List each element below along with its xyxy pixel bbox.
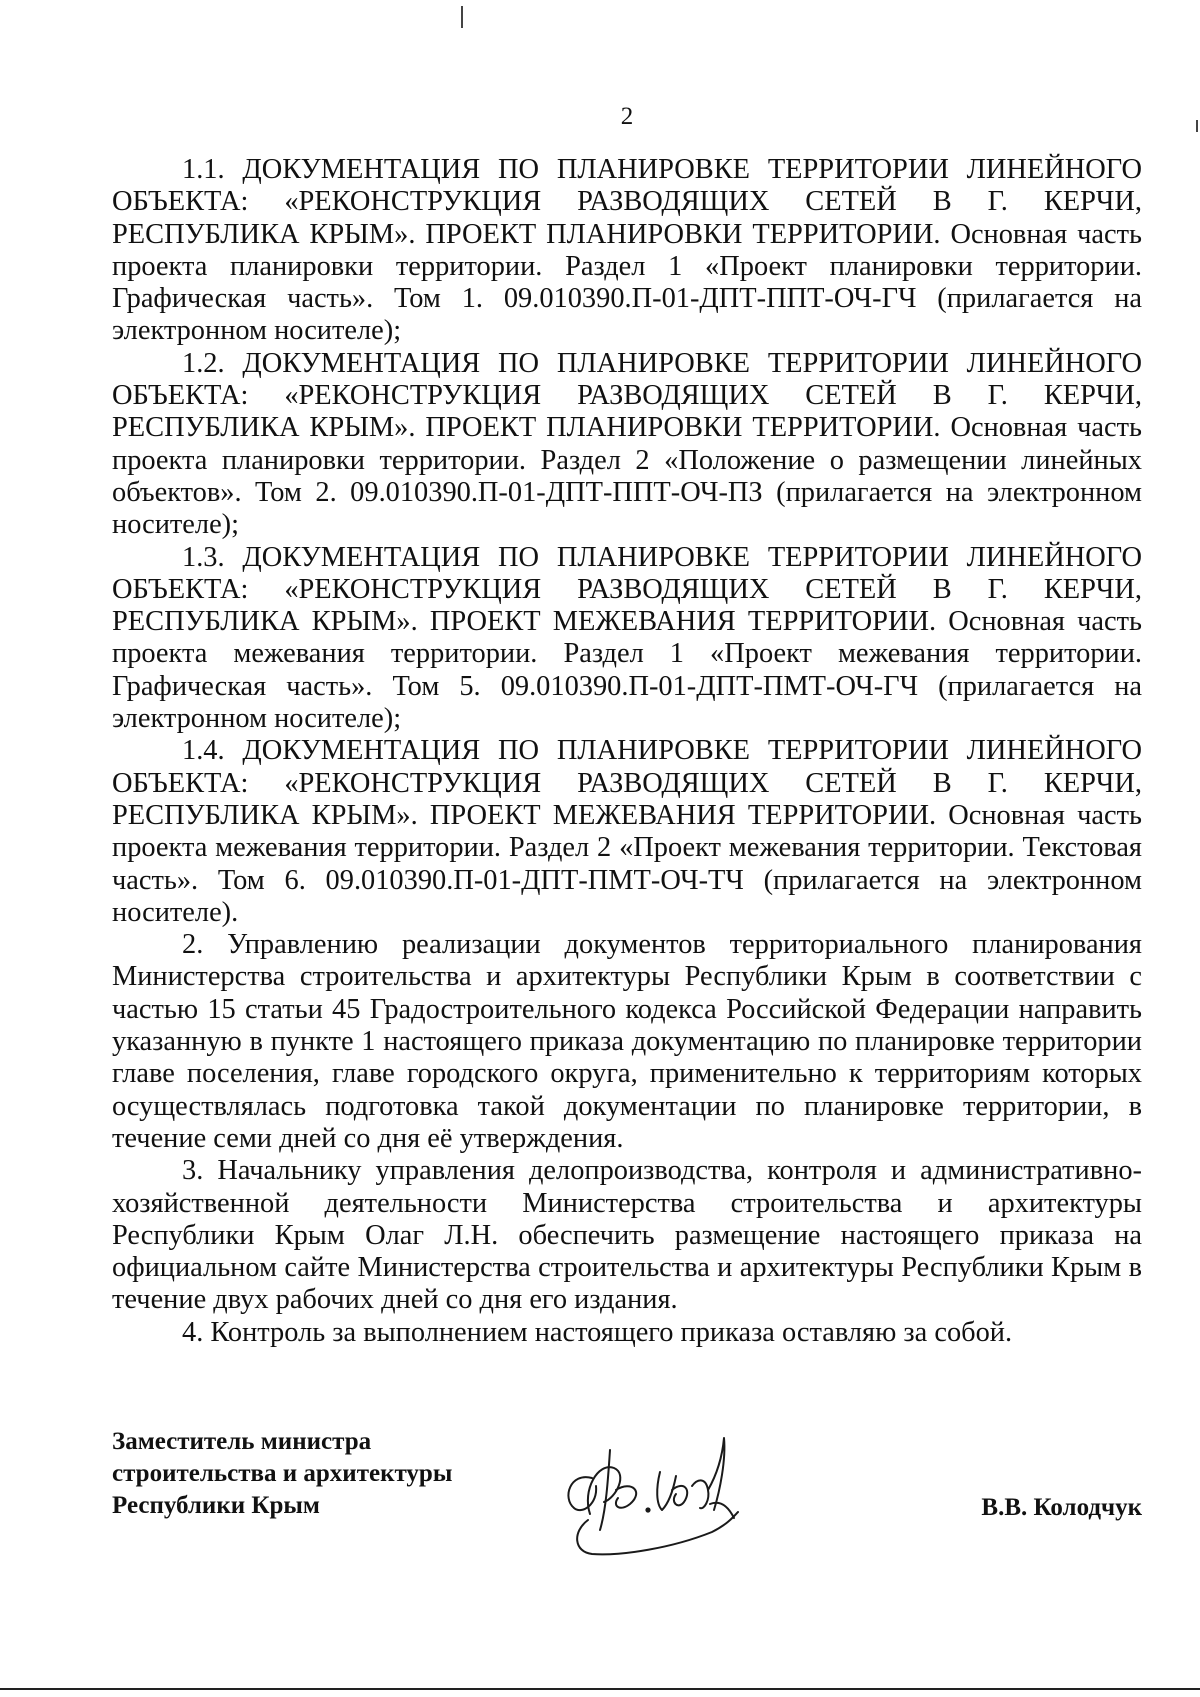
signature-block: [112, 1426, 1142, 1576]
paragraph-4: 4. Контроль за выполнением настоящего приказа оставляю за собой.: [182, 1316, 1013, 1348]
paragraph-2: 2. Управлению реализации документов территориального планирования Министерства строительства и архитектуры Республики Крым в соответствии с частью 15 статьи 45 Градостроительного кодекса Российской Федерации направить указанную в пункте 1 настоящего приказа документацию по планировке территории главе поселения, главе городского округа, применительно к территориям которых осуществлялась подготовка такой документации по планировке территории, в течение семи дней со дня её утверждения.: [112, 929, 1142, 1154]
scan-artifact-top: [461, 6, 463, 28]
signer-position-line: Заместитель министра: [112, 1428, 372, 1455]
handwritten-signature: [552, 1420, 752, 1570]
paragraph-1-2: 1.2. ДОКУМЕНТАЦИЯ ПО ПЛАНИРОВКЕ ТЕРРИТОРИИ ЛИНЕЙНОГО ОБЪЕКТА: «РЕКОНСТРУКЦИЯ РАЗВОДЯЩИХ СЕТЕЙ В Г. КЕРЧИ, РЕСПУБЛИКА КРЫМ». ПРОЕКТ ПЛАНИРОВКИ ТЕРРИТОРИИ. Основная часть проекта планировки территории. Раздел 2 «Положение о размещении линейных объектов». Том 2. 09.010390.П-01-ДПТ-ППТ-ОЧ-ПЗ (прилагается на электронном носителе);: [112, 347, 1142, 541]
paragraph-1-3: 1.3. ДОКУМЕНТАЦИЯ ПО ПЛАНИРОВКЕ ТЕРРИТОРИИ ЛИНЕЙНОГО ОБЪЕКТА: «РЕКОНСТРУКЦИЯ РАЗВОДЯЩИХ СЕТЕЙ В Г. КЕРЧИ, РЕСПУБЛИКА КРЫМ». ПРОЕКТ МЕЖЕВАНИЯ ТЕРРИТОРИИ. Основная часть проекта межевания территории. Раздел 1 «Проект межевания территории. Графическая часть». Том 5. 09.010390.П-01-ДПТ-ПМТ-ОЧ-ГЧ (прилагается на электронном носителе);: [112, 541, 1142, 735]
paragraph-1-1: 1.1. ДОКУМЕНТАЦИЯ ПО ПЛАНИРОВКЕ ТЕРРИТОРИИ ЛИНЕЙНОГО ОБЪЕКТА: «РЕКОНСТРУКЦИЯ РАЗВОДЯЩИХ СЕТЕЙ В Г. КЕРЧИ, РЕСПУБЛИКА КРЫМ». ПРОЕКТ ПЛАНИРОВКИ ТЕРРИТОРИИ. Основная часть проекта планировки территории. Раздел 1 «Проект планировки территории. Графическая часть». Том 1. 09.010390.П-01-ДПТ-ППТ-ОЧ-ГЧ (прилагается на электронном носителе);: [112, 154, 1142, 347]
document-body: [112, 154, 1142, 1349]
signer-name: В.В. Колодчук: [981, 1494, 1142, 1521]
paragraph-1-4: 1.4. ДОКУМЕНТАЦИЯ ПО ПЛАНИРОВКЕ ТЕРРИТОРИИ ЛИНЕЙНОГО ОБЪЕКТА: «РЕКОНСТРУКЦИЯ РАЗВОДЯЩИХ СЕТЕЙ В Г. КЕРЧИ, РЕСПУБЛИКА КРЫМ». ПРОЕКТ МЕЖЕВАНИЯ ТЕРРИТОРИИ. Основная часть проекта межевания территории. Раздел 2 «Проект межевания территории. Текстовая часть». Том 6. 09.010390.П-01-ДПТ-ПМТ-ОЧ-ТЧ (прилагается на электронном носителе).: [112, 735, 1142, 928]
bottom-divider: [0, 1688, 1200, 1690]
signer-position-line: строительства и архитектуры: [112, 1460, 453, 1487]
page-number: 2: [620, 103, 634, 130]
signer-position-line: Республики Крым: [112, 1492, 320, 1519]
signer-position: [112, 1426, 452, 1522]
paragraph-3: 3. Начальнику управления делопроизводства, контроля и административно-хозяйственной деятельности Министерства строительства и архитектуры Республики Крым Олаг Л.Н. обеспечить размещение настоящего приказа на официальном сайте Министерства строительства и архитектуры Республики Крым в течение двух рабочих дней со дня его издания.: [112, 1155, 1142, 1316]
